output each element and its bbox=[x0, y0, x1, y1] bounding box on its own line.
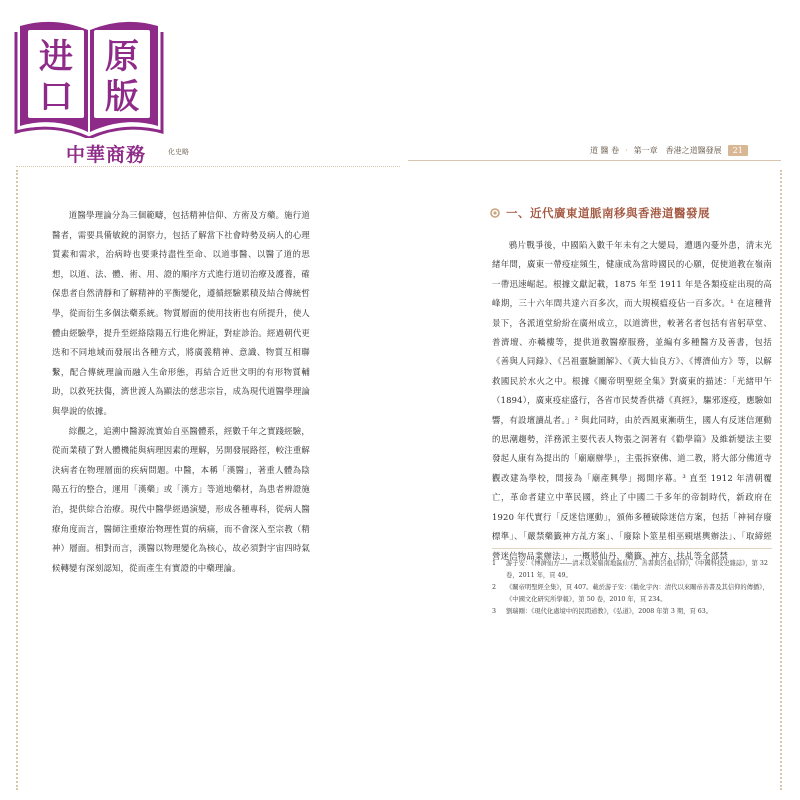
footnote bbox=[492, 582, 774, 605]
left-running-head: 化史略 bbox=[168, 148, 189, 156]
right-page-body bbox=[492, 236, 772, 566]
left-paragraph-2: 綜觀之，追溯中醫源流實始自巫醫體系，經數千年之實踐經驗，從而業積了對人體機能與病理因素的理解，另開發展路徑，較注重解決病者在物理層面的疾病問題。中醫，本稱「漢醫」，著重人體為陰陽五行的整合，運用「漢藥」或「漢方」等道地藥材，為患者辨證施治，提供綜合治療。現代中醫學經過演變，形成各種專科，從病人醫療角度而言，醫師注重療治物理性質的病痛，而不會深入至宗教（精神）層面。相對而言，漢醫以物理變化為核心，故必須對宇宙四時氣候轉變有深刻認知，從而產生有實證的中藥理論。 bbox=[52, 425, 310, 573]
right-running-head bbox=[590, 145, 748, 156]
footnote-number: 2 bbox=[492, 584, 497, 591]
logo-char-4: 版 bbox=[105, 77, 139, 117]
page-number: 21 bbox=[728, 145, 748, 156]
logo-char-1: 进 bbox=[39, 37, 73, 77]
section-heading bbox=[490, 205, 710, 221]
footnote bbox=[492, 606, 774, 618]
left-page-edge bbox=[16, 170, 20, 790]
header-rule-left bbox=[16, 166, 400, 167]
running-head-separator: · bbox=[625, 146, 628, 155]
right-page-edge bbox=[780, 170, 784, 790]
footnote bbox=[492, 558, 774, 581]
left-paragraph-1: 道醫學理論分為三個範疇，包括精神信仰、方術及方藥。施行道醫者，需要具備敏銳的洞察力，包括了解當下社會時勢及病人的心理質素和需求，治病時也要秉持盡性至命、以道事醫、以醫了道的思想，以道、法、體、術、用、證的順序方式進行道切治療及護養，確保患者自然清靜和了解精神的平衡變化，遵循經驗累積及結合傳統哲學，從而衍生多個法藥系統。物質層面的使用技術也有所提升，使人體由經驗學，提升至經絡陰陽五行進化辨証，對症診治。經過朝代更迭和不同地域而發展出各種方式，將廣義精神、意識、物質互相聯繫，配合傳統理論而融入生命形態，再結合近世文明的有形物質輔助，以救死扶傷，濟世渡人為顯法的慈悲宗旨，成為現代道醫學理論與學說的依據。 bbox=[52, 210, 310, 416]
book-icon bbox=[14, 8, 164, 138]
footnote-text: 游子安：《博濟仙方——清末以來嶺南地區仙方、善書與呂祖信仰》，《中國科技史雜誌》，第 32 卷，2011 年，頁 49。 bbox=[506, 560, 768, 579]
left-page-body bbox=[52, 206, 310, 578]
running-head-chapter: 第一章 香港之道醫發展 bbox=[633, 146, 722, 155]
footnote-number: 3 bbox=[492, 608, 497, 615]
footnotes bbox=[492, 558, 774, 619]
zhonghua-logo bbox=[14, 8, 164, 168]
footnote-rule bbox=[492, 548, 772, 549]
header-rule-right bbox=[408, 160, 781, 161]
footnote-number: 1 bbox=[492, 560, 497, 567]
circle-bullet-icon bbox=[490, 208, 500, 218]
logo-char-3: 口 bbox=[39, 77, 73, 117]
right-paragraph: 鴉片戰爭後，中國陷入數千年未有之大變局，遭遇內憂外患，清末光緒年間，廣東一帶疫症頻生，健康成為當時國民的心願，促使道教在嶺南一帶迅速崛起。根據文獻記載，1875 年至 1911 年是各類疫症出現的高峰期，三十六年間共達六百多次，而大規模瘟疫佔一百多次。¹ 在這種背景下，各派道堂紛紛在廣州成立，以道濟世，較著名者包括有省躬草堂、普濟壇、亦轎樓等，提供道教醫療服務，並編有多種醫方及善書，包括《善與人同錄》、《呂祖靈驗圖解》、《黃大仙良方》、《博濟仙方》等，以解救國民於水火之中。根據《關帝明聖經全集》對廣東的描述：「光緒甲午（1894），廣東疫症盛行，各省市民焚香供禱《真經》，驅邪逐疫，應驗如響，有設壇讀乩者。」² 與此同時，由於西風東漸萌生，國人有反迷信運動的思潮趨勢，洋務派主要代表人物張之洞著有《勸學篇》及維新變法主要發起人康有為提出的「廟廟辦學」，主張拆寮佛、道二教，將大部分佛道寺觀改建為學校，間接為「廟產興學」揭開序幕。³ 直至 1912 年清朝覆亡，革命者建立中華民國，終止了中國二千多年的帝制時代，新政府在 1920 年代實行「反迷信運動」，頒佈多種破除迷信方案，包括「神祠存廢標準」、「嚴禁藥籤神方乩方案」、「廢除卜筮星相巫覡堪輿辦法」、「取締經營迷信物品業辦法」，一概將仙丹、藥籤、神方、扶乩等全部禁 bbox=[492, 240, 772, 561]
logo-label: 中華商務 bbox=[65, 144, 146, 166]
running-head-book: 道 醫 卷 bbox=[590, 146, 620, 155]
section-title: 一、近代廣東道脈南移與香港道醫發展 bbox=[506, 206, 710, 220]
footnote-text: 劉瑞剛：《現代化處境中的民間道教》，《弘道》，2008 年第 3 期，頁 63。 bbox=[506, 608, 713, 615]
footnote-text: 《關帝明聖經全集》，頁 407。載於游子安：《勸化宇內：清代以來關帝善書及其信仰的傳播》，《中國文化研究所學報》，第 50 卷，2010 年，頁 234。 bbox=[506, 584, 769, 603]
logo-char-2: 原 bbox=[105, 37, 139, 77]
